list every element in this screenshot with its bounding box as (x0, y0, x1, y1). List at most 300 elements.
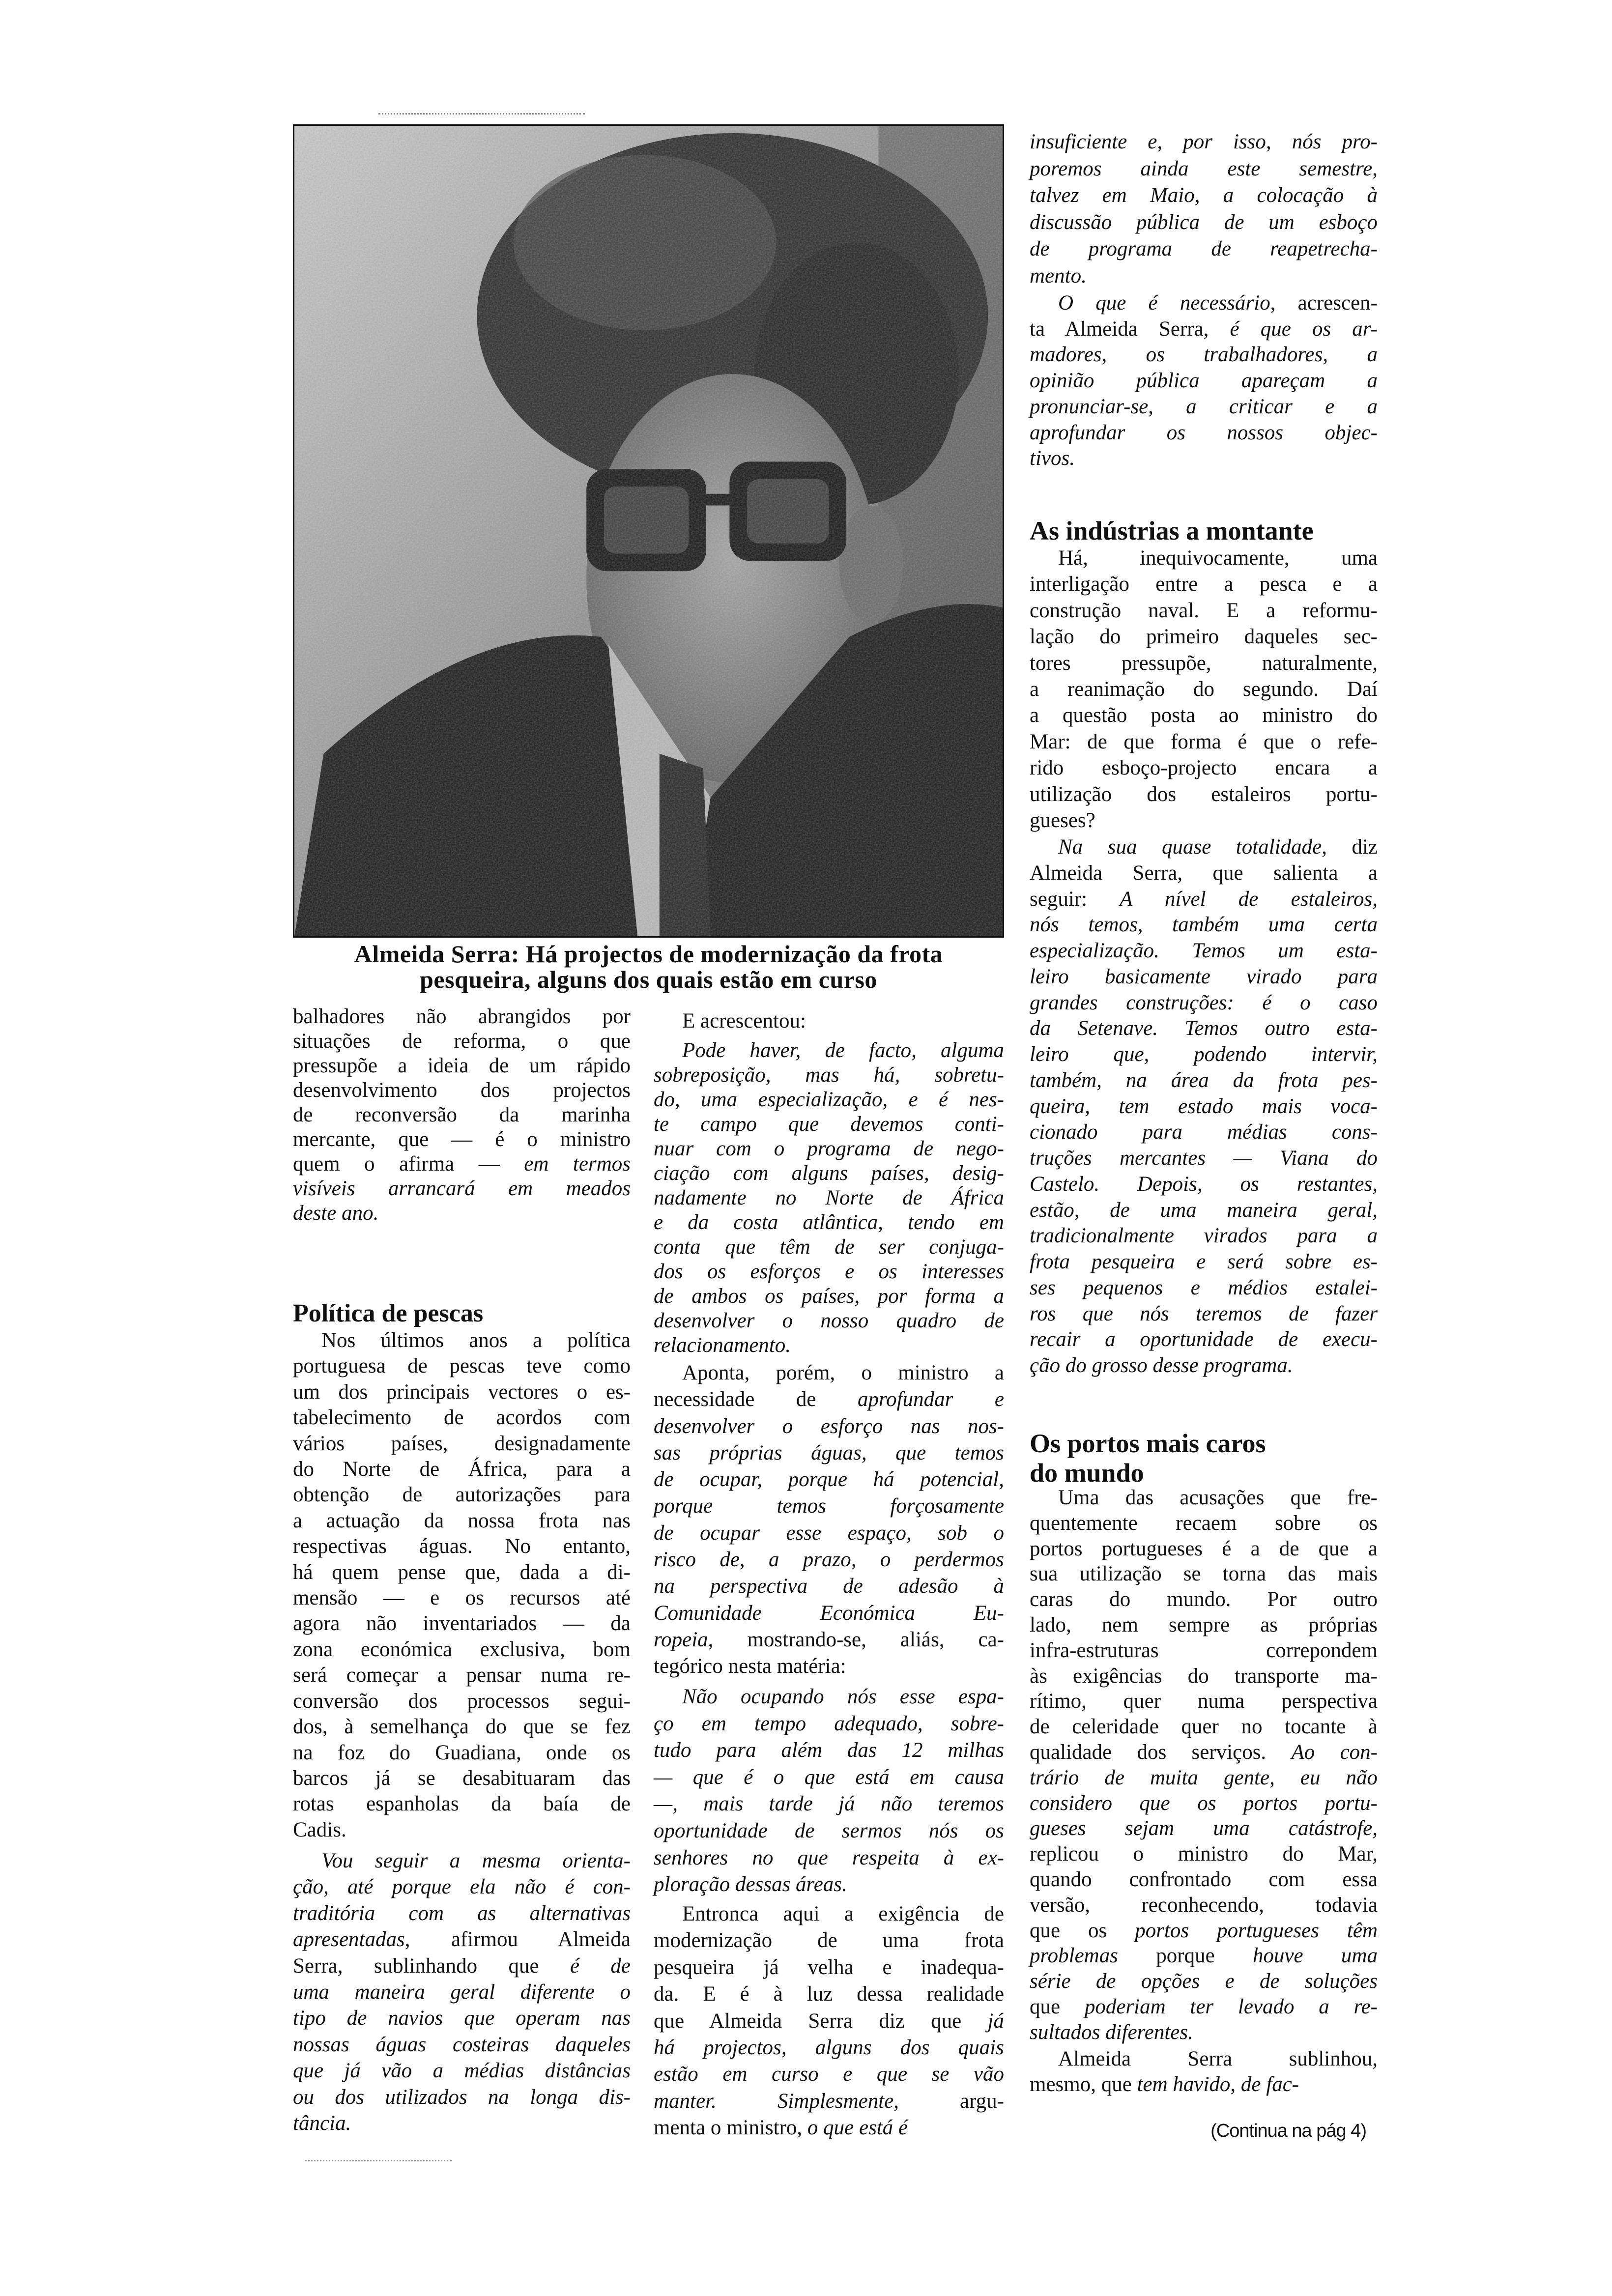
text-line (293, 1740, 631, 1766)
text-run: desenvolver o esforço nas nos- (654, 1414, 1004, 1438)
text-line (1030, 755, 1378, 781)
heading-line: Os portos mais caros (1030, 1428, 1266, 1458)
text-line (654, 1493, 1004, 1520)
text-line (1030, 781, 1378, 807)
text-run: ses pequenos e médios estalei- (1030, 1276, 1378, 1299)
text-run: de celeridade quer no tocante à (1030, 1715, 1378, 1739)
text-line (1030, 545, 1378, 571)
text-run: queira, tem estado mais voca- (1030, 1094, 1378, 1118)
text-run: nós temos, também uma certa (1030, 913, 1378, 937)
text-line (293, 1201, 631, 1226)
text-run: tudo para além das 12 milhas (654, 1739, 1004, 1762)
text-line (293, 1405, 631, 1431)
text-run: Vou seguir a mesma orienta- (321, 1849, 631, 1872)
text-line (1030, 1638, 1378, 1664)
text-line (1030, 1893, 1378, 1918)
text-run: que Almeida Serra diz que (654, 2009, 988, 2033)
text-line (1030, 1943, 1378, 1969)
text-line (1030, 1791, 1378, 1816)
text-line (1030, 650, 1378, 676)
text-run: infra-estruturas correpondem (1030, 1638, 1378, 1662)
paragraph (293, 1328, 631, 1843)
text-run: , afirmou Almeida (404, 1928, 631, 1952)
text-run: , argu- (893, 2089, 1004, 2113)
text-line (1030, 912, 1378, 938)
text-run: ta Almeida Serra, (1030, 317, 1230, 341)
text-run: Ao con- (1291, 1740, 1378, 1764)
text-line (293, 1152, 631, 1177)
text-run: que já vão a médias distâncias (293, 2059, 631, 2083)
text-line (1030, 420, 1378, 446)
text-run: respectivas águas. No entanto, (293, 1535, 631, 1558)
text-line (654, 1981, 1004, 2008)
text-line (293, 1926, 631, 1952)
text-run: rotas espanholas da baía de (293, 1792, 631, 1816)
caption-line: pesqueira, alguns dos quais estão em curso (420, 966, 877, 993)
text-line (1030, 1689, 1378, 1714)
text-run: manter. Simplesmente (654, 2089, 894, 2113)
text-line (654, 1360, 1004, 1386)
text-line (1030, 2046, 1378, 2072)
text-run: é que os ar- (1230, 317, 1378, 341)
text-run: poderiam ter levado a re- (1084, 1995, 1378, 2018)
text-line (654, 1186, 1004, 1210)
text-run: opinião pública apareçam a (1030, 369, 1378, 393)
text-run: ção, até porque ela não é con- (293, 1875, 631, 1899)
text-run: caras do mundo. Por outro (1030, 1588, 1378, 1611)
text-run: insuficiente e, por isso, nós pro- (1030, 130, 1378, 153)
text-run: Não ocupando nós esse espa- (682, 1685, 1004, 1708)
text-run: leiro que, podendo intervir, (1030, 1043, 1378, 1066)
text-run: desenvolver o nosso quadro de (654, 1309, 1004, 1332)
text-line (1030, 938, 1378, 964)
text-run: dos, à semelhança do que se fez (293, 1715, 631, 1739)
text-line (1030, 129, 1378, 156)
text-run: pronunciar-se, a criticar e a (1030, 395, 1378, 418)
text-run: mensão — e os recursos até (293, 1586, 631, 1610)
text-line (654, 1260, 1004, 1284)
text-line (1030, 2072, 1378, 2097)
text-run: visíveis arrancará em meados (293, 1177, 631, 1200)
text-run: ploração dessas áreas. (654, 1873, 847, 1896)
text-line (654, 1038, 1004, 1063)
text-run: ros que nós teremos de fazer (1030, 1302, 1378, 1325)
text-line (654, 1871, 1004, 1898)
text-line (654, 1954, 1004, 1981)
text-run: um dos principais vectores o es- (293, 1380, 631, 1404)
text-line (1030, 1816, 1378, 1841)
text-line (293, 1560, 631, 1585)
text-line (1030, 1068, 1378, 1094)
text-line (654, 1520, 1004, 1547)
text-line (1030, 342, 1378, 368)
text-run: que os (1030, 1919, 1135, 1942)
text-run: nossas águas costeiras daqueles (293, 2033, 631, 2056)
text-run: versão, reconhecendo, todavia (1030, 1893, 1378, 1917)
text-run: às exigências do transporte ma- (1030, 1664, 1378, 1688)
text-run: pressupõe a ideia de um rápido (293, 1054, 631, 1077)
text-run: —, mais tarde já não teremos (654, 1792, 1004, 1816)
text-line (1030, 1918, 1378, 1944)
text-line (654, 1653, 1004, 1680)
paragraph (293, 1004, 631, 1226)
paragraph (654, 1684, 1004, 1898)
text-line (1030, 861, 1378, 887)
text-run: Mar: de que forma é que o refe- (1030, 730, 1378, 753)
text-run: do, uma especialização, e é nes- (654, 1088, 1004, 1111)
paragraph (1030, 834, 1378, 1379)
text-run: conta que têm de ser conjuga- (654, 1235, 1004, 1259)
text-line (1030, 1353, 1378, 1379)
text-line (1030, 1275, 1378, 1301)
text-line (654, 1440, 1004, 1466)
paragraph (654, 1901, 1004, 2142)
text-run: ropeia (654, 1628, 708, 1651)
text-run: sas próprias águas, que temos (654, 1441, 1004, 1464)
text-line (293, 1714, 631, 1740)
text-line (1030, 1301, 1378, 1327)
text-run: Comunidade Económica Eu- (654, 1601, 1004, 1625)
text-line (293, 1482, 631, 1508)
text-line (1030, 1561, 1378, 1587)
text-run: considero que os portos portu- (1030, 1791, 1378, 1815)
text-line (654, 1901, 1004, 1927)
section-heading: Política de pescas (293, 1299, 484, 1328)
text-run: aprofundar os nossos objec- (1030, 421, 1378, 444)
text-line (1030, 263, 1378, 290)
text-run: já (987, 2009, 1004, 2033)
text-run: Almeida Serra, que salienta a (1030, 861, 1378, 885)
text-run: dos os esforços e os interesses (654, 1260, 1004, 1283)
portrait-photo (293, 124, 1004, 938)
section-heading (1030, 1429, 1266, 1488)
text-line (1030, 990, 1378, 1016)
text-run: ou dos utilizados na longa dis- (293, 2085, 631, 2109)
paragraph (654, 1360, 1004, 1680)
text-run: estão, de uma maneira geral, (1030, 1198, 1378, 1222)
text-line (293, 1431, 631, 1457)
text-line (293, 1328, 631, 1353)
text-run: zona económica exclusiva, bom (293, 1637, 631, 1661)
text-run: tabelecimento de acordos com (293, 1406, 631, 1430)
text-run: ço em tempo adequado, sobre- (654, 1712, 1004, 1735)
text-line (1030, 1765, 1378, 1791)
text-run: tradicionalmente virados para a (1030, 1224, 1378, 1248)
text-run: senhores no que respeita à ex- (654, 1846, 1004, 1869)
text-line (1030, 2020, 1378, 2045)
text-run: replicou o ministro do Mar, (1030, 1842, 1378, 1866)
text-run: trário de muita gente, eu não (1030, 1766, 1378, 1789)
text-line (293, 1127, 631, 1152)
text-run: mento. (1030, 264, 1087, 287)
text-line (1030, 1485, 1378, 1511)
text-line (1030, 571, 1378, 597)
text-run: também, na área da frota pes- (1030, 1068, 1378, 1092)
text-line (654, 1573, 1004, 1600)
text-run: uma maneira geral diferente o (293, 1980, 631, 2004)
paragraph (1030, 129, 1378, 289)
paragraph (654, 1038, 1004, 1358)
text-run: a actuação da nossa frota nas (293, 1509, 631, 1532)
text-line (293, 1874, 631, 1900)
paragraph (1030, 545, 1378, 833)
text-run: leiro basicamente virado para (1030, 965, 1378, 988)
text-run: rítimo, quer numa perspectiva (1030, 1690, 1378, 1713)
text-run: , mostrando-se, aliás, ca- (708, 1628, 1004, 1651)
text-run: de ocupar esse espaço, sob o (654, 1521, 1004, 1545)
text-line (293, 1585, 631, 1611)
text-run: construção naval. E a reformu- (1030, 599, 1378, 622)
paragraph (1030, 2046, 1378, 2097)
text-run: nuar com o programa de nego- (654, 1137, 1004, 1160)
text-run: recair a oportunidade de execu- (1030, 1328, 1378, 1351)
text-line (654, 1161, 1004, 1186)
text-line (1030, 290, 1378, 316)
text-run: houve uma (1252, 1944, 1378, 1968)
text-line (293, 1103, 631, 1127)
text-run: Entronca aqui a exigência de (682, 1902, 1004, 1925)
text-line (293, 2084, 631, 2110)
text-line (1030, 702, 1378, 728)
text-line (654, 1112, 1004, 1137)
text-line (293, 1900, 631, 1926)
text-line (654, 2088, 1004, 2115)
text-run: vários países, designadamente (293, 1432, 631, 1455)
text-line (293, 2058, 631, 2084)
text-line (293, 1353, 631, 1379)
text-line (1030, 236, 1378, 263)
text-run: poremos ainda este semestre, (1030, 157, 1378, 180)
text-line (1030, 1042, 1378, 1068)
text-line (293, 1508, 631, 1534)
text-line (1030, 964, 1378, 990)
text-run: na perspectiva de adesão à (654, 1575, 1004, 1598)
text-run: de ocupar, porque há potencial, (654, 1468, 1004, 1492)
text-run: oportunidade de sermos nós os (654, 1819, 1004, 1842)
text-run: madores, os trabalhadores, a (1030, 343, 1378, 367)
text-run: tância. (293, 2112, 351, 2135)
text-line (654, 1137, 1004, 1161)
print-specks (305, 2160, 452, 2163)
text-run: Castelo. Depois, os restantes, (1030, 1172, 1378, 1196)
portrait-image (294, 126, 1003, 936)
text-run: Cadis. (293, 1818, 346, 1841)
text-run: sua utilização se torna das mais (1030, 1562, 1378, 1586)
text-line (293, 2005, 631, 2031)
text-run: deste ano. (293, 1202, 379, 1225)
text-run: de programa de reapetrecha- (1030, 237, 1378, 260)
text-run: Há, inequivocamente, uma (1058, 546, 1378, 570)
text-run: mesmo, que (1030, 2073, 1137, 2096)
text-line (1030, 1016, 1378, 1042)
text-run: porque (1118, 1944, 1253, 1968)
text-run: barcos já se desabituaram das (293, 1766, 631, 1790)
continuation-note: (Continua na pág 4) (1210, 2121, 1366, 2141)
text-run: problemas (1030, 1944, 1118, 1968)
text-line (293, 2032, 631, 2058)
text-line (1030, 1223, 1378, 1249)
text-line (1030, 1536, 1378, 1562)
text-run: seguir: (1030, 887, 1120, 911)
text-run: porque temos forçosamente (654, 1494, 1004, 1518)
text-line (1030, 1119, 1378, 1146)
text-run: ção do grosso desse programa. (1030, 1354, 1293, 1377)
text-line (1030, 1327, 1378, 1353)
text-run: que (1030, 1995, 1085, 2018)
text-line (293, 1457, 631, 1482)
text-run: , diz (1322, 835, 1378, 859)
text-run: do Norte de África, para a (293, 1458, 631, 1481)
text-run: obtenção de autorizações para (293, 1483, 631, 1507)
text-run: tivos. (1030, 447, 1075, 470)
text-run: sultados diferentes. (1030, 2020, 1193, 2044)
text-line (1030, 1714, 1378, 1740)
text-run: da. E é à luz dessa realidade (654, 1982, 1004, 2006)
text-line (654, 1088, 1004, 1112)
text-line (1030, 446, 1378, 472)
text-line (654, 1235, 1004, 1260)
text-run: na foz do Guadiana, onde os (293, 1741, 631, 1764)
text-line (654, 1711, 1004, 1738)
text-run: em termos (524, 1152, 631, 1176)
text-run: rido esboço-projecto encara a (1030, 756, 1378, 780)
paragraph (654, 1009, 1004, 1033)
text-line (654, 1547, 1004, 1573)
text-line (293, 1379, 631, 1405)
print-specks (378, 113, 585, 116)
text-run: quentemente recaem sobre os (1030, 1511, 1378, 1535)
text-run: há quem pense que, dada a di- (293, 1560, 631, 1584)
text-line (1030, 394, 1378, 420)
text-line (1030, 1172, 1378, 1198)
text-run: traditória com as alternativas (293, 1901, 631, 1925)
text-run: é de (570, 1954, 631, 1978)
text-line (293, 1611, 631, 1636)
text-run: o que está é (807, 2116, 908, 2140)
text-line (1030, 209, 1378, 236)
text-line (654, 1210, 1004, 1235)
text-run: de reconversão da marinha (293, 1103, 631, 1126)
text-line (654, 1309, 1004, 1333)
text-line (654, 1684, 1004, 1711)
text-run: aprofundar e (858, 1388, 1005, 1411)
text-run: relacionamento. (654, 1334, 791, 1357)
text-line (654, 1284, 1004, 1309)
text-run: quem o afirma — (293, 1152, 524, 1176)
caption-line: Almeida Serra: Há projectos de modernização da frota (354, 940, 943, 968)
text-run: risco de, a prazo, o perdermos (654, 1548, 1004, 1572)
text-line (1030, 1612, 1378, 1638)
text-run: frota pesqueira e será sobre es- (1030, 1250, 1378, 1273)
text-line (293, 1953, 631, 1979)
text-run: Serra, sublinhando que (293, 1954, 570, 1978)
text-run: apresentadas (293, 1928, 405, 1952)
text-line (293, 1979, 631, 2005)
text-run: lado, nem sempre as próprias (1030, 1613, 1378, 1636)
text-run: necessidade de (654, 1388, 858, 1411)
text-line (293, 1817, 631, 1843)
paragraph (293, 1848, 631, 2136)
text-line (654, 2035, 1004, 2061)
paragraph (1030, 290, 1378, 472)
text-run: portos portugueses têm (1135, 1919, 1378, 1942)
photo-caption (293, 941, 1004, 992)
text-line (293, 1766, 631, 1791)
text-run: desenvolvimento dos projectos (293, 1079, 631, 1102)
text-line (1030, 1511, 1378, 1536)
text-run: conversão dos processos segui- (293, 1689, 631, 1713)
text-run: Aponta, porém, o ministro a (682, 1361, 1004, 1384)
text-line (654, 1466, 1004, 1493)
text-run: interligação entre a pesca e a (1030, 573, 1378, 596)
text-run: tipo de navios que operam nas (293, 2007, 631, 2030)
text-run: te campo que devemos conti- (654, 1113, 1004, 1136)
text-run: tem havido, de fac- (1137, 2073, 1299, 2096)
text-line (293, 1029, 631, 1054)
text-run: A nível de estaleiros, (1120, 887, 1378, 911)
text-line (1030, 182, 1378, 209)
text-line (293, 1177, 631, 1201)
text-run: truções mercantes — Viana do (1030, 1147, 1378, 1170)
text-run: mercante, que — é o ministro (293, 1128, 631, 1151)
text-run: pesqueira já velha e inadequa- (654, 1955, 1004, 1979)
text-run: utilização dos estaleiros portu- (1030, 782, 1378, 806)
text-run: Almeida Serra sublinhou, (1058, 2047, 1378, 2070)
text-line (1030, 1094, 1378, 1120)
text-line (654, 1791, 1004, 1818)
text-run: menta o ministro, (654, 2116, 807, 2140)
text-run: Pode haver, de facto, alguma (682, 1039, 1004, 1062)
text-line (654, 1063, 1004, 1088)
text-line (654, 1386, 1004, 1413)
text-run: série de opções e de soluções (1030, 1970, 1378, 1993)
text-run: agora não inventariados — da (293, 1612, 631, 1636)
text-line (1030, 1740, 1378, 1765)
text-line (1030, 807, 1378, 833)
text-line (1030, 1146, 1378, 1172)
section-heading: As indústrias a montante (1030, 516, 1314, 545)
text-run: tegórico nesta matéria: (654, 1655, 846, 1678)
text-run: será começar a pensar numa re- (293, 1664, 631, 1687)
text-line (654, 1927, 1004, 1954)
text-line (293, 1054, 631, 1078)
text-run: — que é o que está em causa (654, 1765, 1004, 1789)
text-line (654, 1333, 1004, 1358)
text-run: da Setenave. Temos outro esta- (1030, 1017, 1378, 1040)
text-line (293, 1004, 631, 1029)
text-run: nadamente no Norte de África (654, 1186, 1004, 1209)
text-run: estão em curso e que se vão (654, 2063, 1004, 2086)
text-line (1030, 1867, 1378, 1893)
text-line (293, 1791, 631, 1817)
text-run: modernização de uma frota (654, 1929, 1004, 1952)
text-line (293, 1534, 631, 1559)
text-line (293, 1637, 631, 1663)
text-run: gueses? (1030, 809, 1095, 832)
text-run: sobreposição, mas há, sobretu- (654, 1063, 1004, 1087)
text-line (293, 2110, 631, 2136)
text-run: lação do primeiro daqueles sec- (1030, 625, 1378, 649)
text-line (654, 1737, 1004, 1764)
text-line (654, 1413, 1004, 1440)
text-line (654, 2115, 1004, 2141)
text-line (654, 1627, 1004, 1653)
text-run: talvez em Maio, a colocação à (1030, 184, 1378, 207)
text-line (1030, 598, 1378, 624)
text-run: a questão posta ao ministro do (1030, 704, 1378, 727)
text-line (1030, 834, 1378, 861)
text-line (654, 1845, 1004, 1872)
